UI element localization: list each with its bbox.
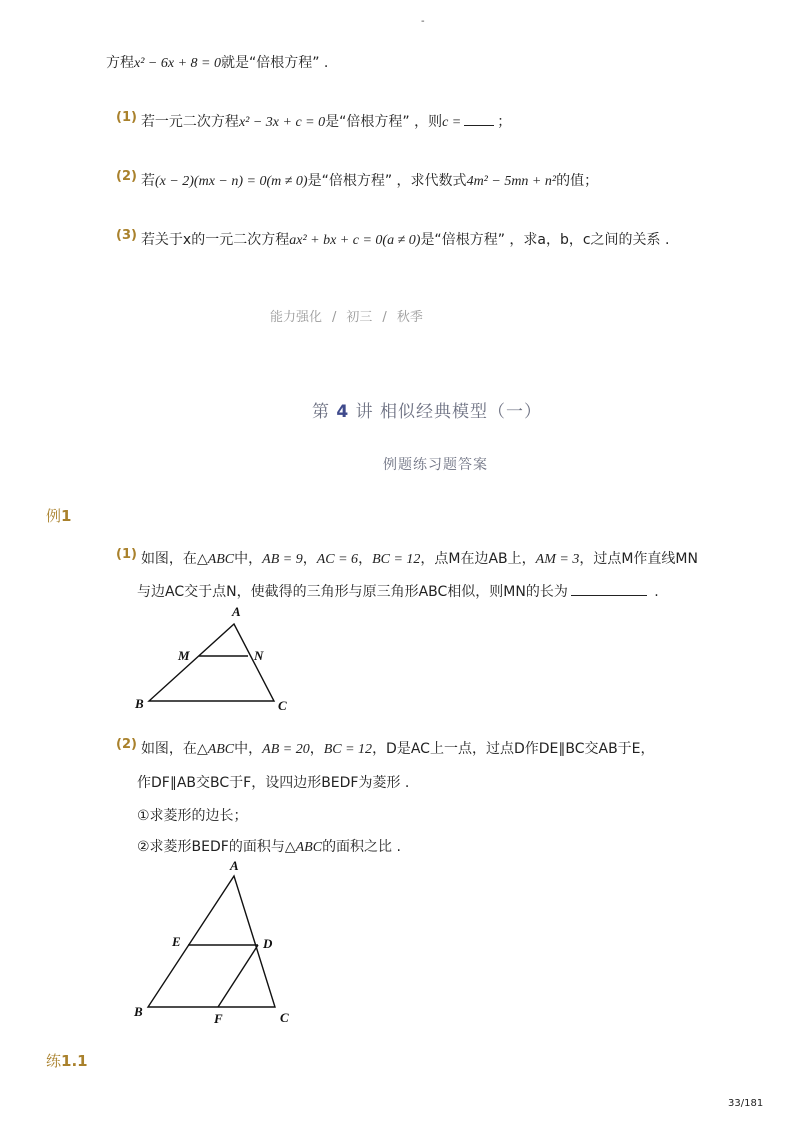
- label-d: D: [263, 936, 273, 951]
- intro-prefix: 方程: [106, 55, 134, 71]
- section-subtitle: 例题练习题答案: [383, 457, 488, 473]
- problem-text: ，: [302, 551, 317, 567]
- question-text: 若: [140, 173, 155, 189]
- question-equation: (x − 2)(mx − n) = 0(m ≠ 0): [154, 174, 308, 189]
- intro-suffix: 就是“倍根方程” .: [220, 55, 329, 71]
- problem-text: 如图，在: [140, 741, 197, 757]
- label-b: B: [135, 696, 144, 711]
- problem-text: 中，: [234, 741, 263, 757]
- question-end: 的值；: [556, 173, 599, 189]
- lecture-number: 4: [336, 402, 350, 422]
- header-separator: /: [332, 310, 337, 325]
- question-equation: ax² + bx + c = 0(a ≠ 0): [289, 233, 421, 248]
- header-separator: /: [382, 310, 387, 325]
- segment-df: [218, 945, 258, 1007]
- label-f: F: [214, 1011, 223, 1026]
- practice-number: 1.1: [61, 1052, 88, 1070]
- question-equation: x² − 3x + c = 0: [238, 115, 326, 130]
- header-course: 能力强化: [270, 310, 323, 325]
- label-n: N: [254, 648, 264, 663]
- math-bc: BC = 12: [323, 742, 373, 757]
- top-mark: -: [421, 16, 425, 27]
- triangle-figure-1: [130, 600, 300, 718]
- triangle-symbol: △ABC: [284, 840, 323, 855]
- problem-text: 如图，在: [140, 551, 197, 567]
- triangle-abc: [148, 876, 275, 1007]
- math-ab: AB = 9: [262, 552, 303, 567]
- problem-text: ②求菱形BEDF的面积与: [137, 839, 285, 855]
- math-ab: AB = 20: [262, 742, 310, 757]
- label-c: C: [278, 698, 287, 713]
- answer-blank[interactable]: [464, 113, 494, 126]
- question-expression: 4m² − 5mn + n²: [466, 174, 557, 189]
- label-m: M: [178, 648, 190, 663]
- problem-text: .: [649, 584, 659, 600]
- problem-text: 与边AC交于点N，使截得的三角形与原三角形ABC相似，则MN的长为: [137, 584, 568, 600]
- problem-2-part-2: [137, 836, 401, 856]
- problem-text: ，: [309, 741, 324, 757]
- question-3: [116, 229, 669, 249]
- label-a: A: [232, 604, 241, 619]
- problem-1-line-1: [116, 548, 698, 568]
- running-header: [270, 306, 423, 325]
- question-text: 是“倍根方程” ，求a，b，c之间的关系 .: [420, 232, 670, 248]
- problem-1-line-2: [137, 581, 659, 601]
- lecture-title: [312, 397, 542, 422]
- intro-equation: x² − 6x + 8 = 0: [134, 56, 221, 71]
- label-c: C: [280, 1010, 289, 1025]
- triangle-symbol: △ABC: [196, 742, 235, 757]
- problem-number: (1): [116, 547, 137, 562]
- triangle-figure-2: [130, 856, 300, 1032]
- example-label: [46, 505, 71, 526]
- problem-text: ，点M在边AB上，: [420, 551, 536, 567]
- intro-line: [106, 52, 328, 72]
- problem-2-part-1: ①求菱形的边长；: [137, 808, 248, 824]
- math-bc: BC = 12: [372, 552, 421, 567]
- math-ac: AC = 6: [316, 552, 359, 567]
- practice-label: [46, 1050, 88, 1071]
- label-a: A: [230, 858, 239, 873]
- problem-text: ，过点M作直线MN: [579, 551, 698, 567]
- question-text: 若一元二次方程: [140, 114, 239, 130]
- problem-text: 中，: [234, 551, 263, 567]
- question-number: (3): [116, 228, 137, 243]
- problem-text: ，D是AC上一点，过点D作DE∥BC交AB于E，: [372, 741, 655, 757]
- question-text: 若关于x的一元二次方程: [140, 232, 290, 248]
- math-am: AM = 3: [535, 552, 580, 567]
- problem-number: (2): [116, 737, 137, 752]
- triangle-symbol: △ABC: [196, 552, 235, 567]
- label-b: B: [134, 1004, 143, 1019]
- question-text: 是“倍根方程” ，则: [325, 114, 443, 130]
- label-e: E: [172, 934, 181, 949]
- practice-prefix: 练: [46, 1052, 62, 1070]
- lecture-prefix: 第: [312, 402, 330, 422]
- problem-text: 的面积之比 .: [322, 839, 401, 855]
- problem-2-line-2: 作DF∥AB交BC于F，设四边形BEDF为菱形 .: [137, 775, 410, 791]
- example-prefix: 例: [46, 507, 62, 525]
- question-end: ；: [497, 114, 512, 130]
- question-2: [116, 170, 598, 190]
- example-number: 1: [61, 507, 72, 525]
- problem-text: ，: [358, 551, 373, 567]
- question-c-equals: c =: [442, 115, 462, 130]
- question-text: 是“倍根方程” ，求代数式: [307, 173, 467, 189]
- lecture-name: 讲 相似经典模型（一）: [355, 402, 543, 422]
- header-grade: 初三: [346, 310, 373, 325]
- page-number: 33/181: [728, 1098, 764, 1109]
- question-number: (1): [116, 110, 137, 125]
- question-1: [116, 111, 511, 131]
- question-number: (2): [116, 169, 137, 184]
- problem-2-line-1: [116, 738, 655, 758]
- answer-blank[interactable]: [571, 583, 647, 596]
- header-season: 秋季: [396, 310, 423, 325]
